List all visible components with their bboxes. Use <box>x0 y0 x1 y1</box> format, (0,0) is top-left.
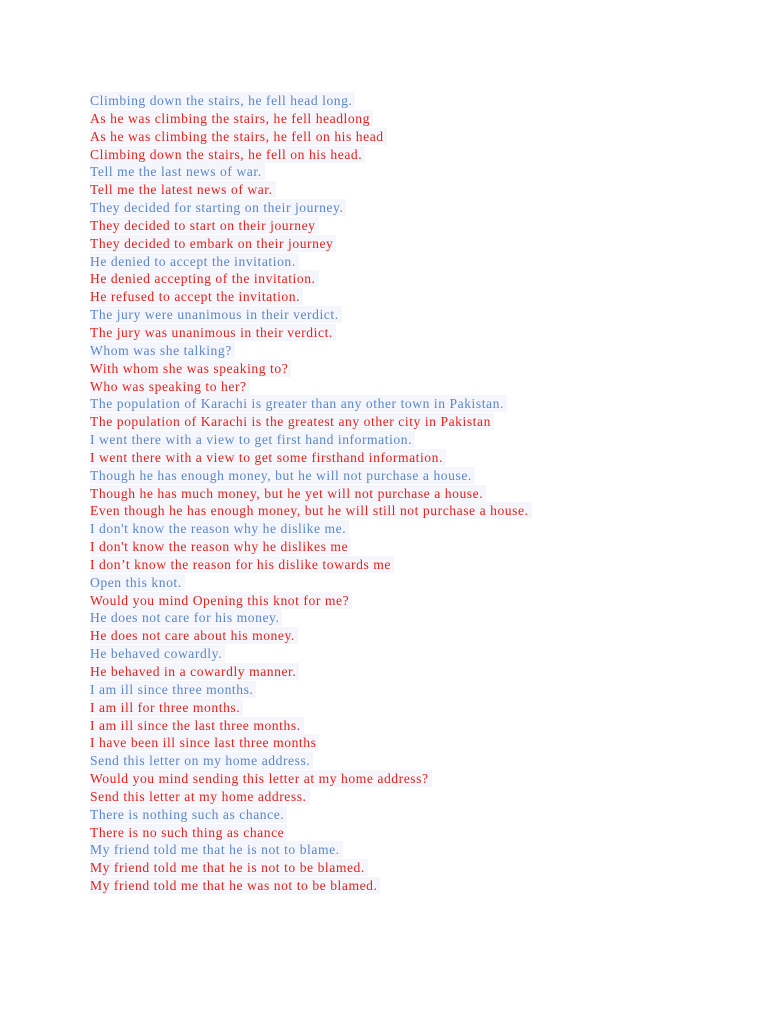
corrected-sentence <box>90 734 710 752</box>
sentence-text: They decided to start on their journey <box>90 217 319 234</box>
sentence-text: There is no such thing as chance <box>90 824 287 841</box>
sentence-text: I don’t know the reason for his dislike towards me <box>90 556 394 573</box>
sentence-text: Send this letter at my home address. <box>90 788 310 805</box>
incorrect-sentence <box>90 92 710 110</box>
sentence-text: Though he has much money, but he yet will not purchase a house. <box>90 485 486 502</box>
sentence-text: They decided for starting on their journey. <box>90 199 346 216</box>
incorrect-sentence <box>90 199 710 217</box>
incorrect-sentence <box>90 163 710 181</box>
corrected-sentence <box>90 788 710 806</box>
sentence-text: Who was speaking to her? <box>90 378 250 395</box>
corrected-sentence <box>90 663 710 681</box>
sentence-text: Whom was she talking? <box>90 342 235 359</box>
sentence-text: I have been ill since last three months <box>90 734 319 751</box>
sentence-text: There is nothing such as chance. <box>90 806 287 823</box>
sentence-text: Would you mind Opening this knot for me? <box>90 592 352 609</box>
sentence-text: I am ill since three months. <box>90 681 256 698</box>
incorrect-sentence <box>90 841 710 859</box>
incorrect-sentence <box>90 520 710 538</box>
corrected-sentence <box>90 556 710 574</box>
sentence-text: The population of Karachi is greater than any other town in Pakistan. <box>90 395 507 412</box>
sentence-text: The jury was unanimous in their verdict. <box>90 324 336 341</box>
corrected-sentence <box>90 110 710 128</box>
incorrect-sentence <box>90 342 710 360</box>
sentence-text: Climbing down the stairs, he fell head long. <box>90 92 355 109</box>
sentence-text: I am ill since the last three months. <box>90 717 304 734</box>
corrected-sentence <box>90 270 710 288</box>
corrected-sentence <box>90 378 710 396</box>
corrected-sentence <box>90 824 710 842</box>
incorrect-sentence <box>90 609 710 627</box>
sentence-text: My friend told me that he is not to blame. <box>90 841 343 858</box>
sentence-text: The jury were unanimous in their verdict. <box>90 306 342 323</box>
sentence-text: Send this letter on my home address. <box>90 752 313 769</box>
corrected-sentence <box>90 770 710 788</box>
corrected-sentence <box>90 717 710 735</box>
sentence-text: He behaved in a cowardly manner. <box>90 663 299 680</box>
sentence-text: He denied accepting of the invitation. <box>90 270 319 287</box>
sentence-text: As he was climbing the stairs, he fell headlong <box>90 110 373 127</box>
corrected-sentence <box>90 235 710 253</box>
sentence-text: Open this knot. <box>90 574 185 591</box>
corrected-sentence <box>90 360 710 378</box>
incorrect-sentence <box>90 431 710 449</box>
sentence-text: As he was climbing the stairs, he fell on his head <box>90 128 387 145</box>
corrected-sentence <box>90 449 710 467</box>
sentence-text: Though he has enough money, but he will not purchase a house. <box>90 467 475 484</box>
sentence-text: He denied to accept the invitation. <box>90 253 299 270</box>
sentence-text: The population of Karachi is the greatest any other city in Pakistan <box>90 413 494 430</box>
incorrect-sentence <box>90 574 710 592</box>
corrected-sentence <box>90 413 710 431</box>
sentence-text: Would you mind sending this letter at my home address? <box>90 770 432 787</box>
incorrect-sentence <box>90 806 710 824</box>
sentence-text: I went there with a view to get first hand information. <box>90 431 415 448</box>
sentence-text: With whom she was speaking to? <box>90 360 291 377</box>
sentence-text: He does not care for his money. <box>90 609 282 626</box>
corrected-sentence <box>90 627 710 645</box>
corrected-sentence <box>90 859 710 877</box>
corrected-sentence <box>90 217 710 235</box>
sentence-text: Tell me the latest news of war. <box>90 181 276 198</box>
corrected-sentence <box>90 146 710 164</box>
sentence-text: He refused to accept the invitation. <box>90 288 303 305</box>
sentence-text: Tell me the last news of war. <box>90 163 265 180</box>
sentence-text: I went there with a view to get some firsthand information. <box>90 449 446 466</box>
sentence-text: My friend told me that he was not to be blamed. <box>90 877 380 894</box>
incorrect-sentence <box>90 467 710 485</box>
sentence-text: He does not care about his money. <box>90 627 298 644</box>
sentence-text: I am ill for three months. <box>90 699 243 716</box>
incorrect-sentence <box>90 681 710 699</box>
incorrect-sentence <box>90 395 710 413</box>
corrected-sentence <box>90 877 710 895</box>
corrected-sentence <box>90 502 710 520</box>
corrected-sentence <box>90 128 710 146</box>
corrected-sentence <box>90 181 710 199</box>
incorrect-sentence <box>90 752 710 770</box>
corrected-sentence <box>90 592 710 610</box>
incorrect-sentence <box>90 253 710 271</box>
sentence-text: My friend told me that he is not to be blamed. <box>90 859 368 876</box>
corrected-sentence <box>90 485 710 503</box>
sentence-text: They decided to embark on their journey <box>90 235 336 252</box>
corrected-sentence <box>90 538 710 556</box>
sentence-text: I don't know the reason why he dislikes me <box>90 538 351 555</box>
incorrect-sentence <box>90 306 710 324</box>
incorrect-sentence <box>90 645 710 663</box>
sentence-text: I don't know the reason why he dislike me. <box>90 520 349 537</box>
sentence-list <box>90 92 710 895</box>
corrected-sentence <box>90 699 710 717</box>
corrected-sentence <box>90 324 710 342</box>
sentence-text: He behaved cowardly. <box>90 645 225 662</box>
sentence-text: Climbing down the stairs, he fell on his head. <box>90 146 365 163</box>
corrected-sentence <box>90 288 710 306</box>
sentence-text: Even though he has enough money, but he will still not purchase a house. <box>90 502 532 519</box>
